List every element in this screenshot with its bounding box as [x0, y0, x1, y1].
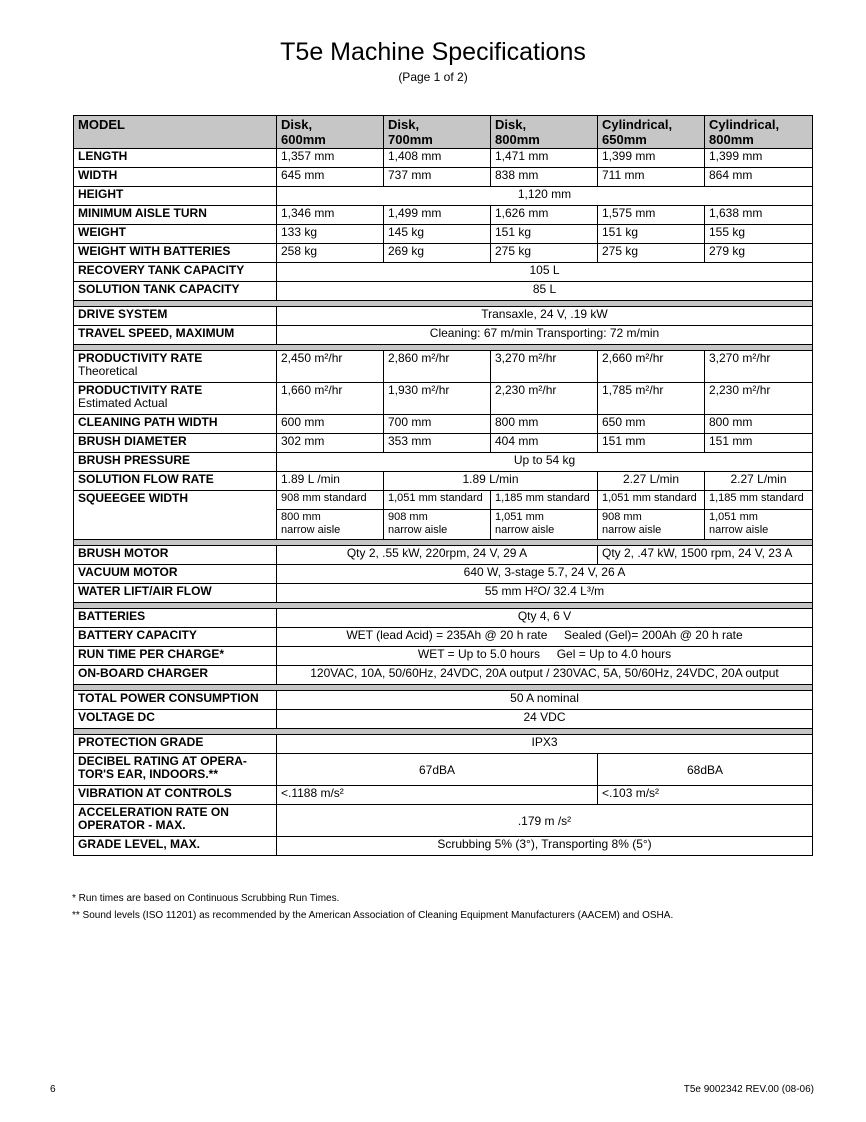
cell: 1,575 mm: [598, 206, 705, 225]
cell: 645 mm: [277, 168, 384, 187]
row-vibration: [74, 786, 813, 805]
cell: 151 mm: [598, 434, 705, 453]
row-label: PROTECTION GRADE: [74, 735, 277, 754]
row-label: BATTERIES: [74, 609, 277, 628]
cell: 151 kg: [491, 225, 598, 244]
row-height: [74, 187, 813, 206]
row-label: VOLTAGE DC: [74, 710, 277, 729]
cell: 1,471 mm: [491, 149, 598, 168]
narrow-mm: 908 mm: [602, 511, 642, 523]
header-line2: 800mm: [709, 132, 754, 147]
narrow-mm: 908 mm: [388, 511, 428, 523]
page-number: 6: [50, 1084, 56, 1095]
cell: 1.89 L /min: [277, 472, 384, 491]
header-line1: Disk,: [495, 117, 527, 132]
cell: 105 L: [277, 263, 813, 282]
row-productivity-actual: [74, 383, 813, 415]
table-header-row: [74, 116, 813, 149]
cell: 3,270 m²/hr: [705, 351, 813, 383]
footnote: ** Sound levels (ISO 11201) as recommended by the American Association of Cleaning Equipment Manufacturers (AACEM) and OSHA.: [72, 910, 674, 921]
cell: 1,499 mm: [384, 206, 491, 225]
cell: WET = Up to 5.0 hours Gel = Up to 4.0 hours: [277, 647, 813, 666]
cell: 1,357 mm: [277, 149, 384, 168]
cell: 404 mm: [491, 434, 598, 453]
page-subtitle: (Page 1 of 2): [398, 70, 468, 84]
row-brush-pressure: [74, 453, 813, 472]
cell: 2,860 m²/hr: [384, 351, 491, 383]
row-label: [74, 383, 277, 415]
row-label: [74, 805, 277, 837]
spec-table: [73, 115, 813, 856]
row-acceleration: [74, 805, 813, 837]
label-sub: Estimated Actual: [78, 396, 168, 410]
cell: 650 mm: [598, 415, 705, 434]
cell: 2,660 m²/hr: [598, 351, 705, 383]
row-decibel: [74, 754, 813, 786]
cell: .179 m /s²: [277, 805, 813, 837]
cell: 640 W, 3-stage 5.7, 24 V, 26 A: [277, 565, 813, 584]
row-drive-system: [74, 307, 813, 326]
row-label: TRAVEL SPEED, MAXIMUM: [74, 326, 277, 345]
cell: 133 kg: [277, 225, 384, 244]
cell: 302 mm: [277, 434, 384, 453]
cell: [491, 510, 598, 540]
row-width: [74, 168, 813, 187]
cell: 1,399 mm: [705, 149, 813, 168]
cell: <.103 m/s²: [598, 786, 813, 805]
cell: 67dBA: [277, 754, 598, 786]
row-label: RUN TIME PER CHARGE*: [74, 647, 277, 666]
cell: 800 mm: [491, 415, 598, 434]
row-run-time: [74, 647, 813, 666]
cell: 50 A nominal: [277, 691, 813, 710]
header-col: [598, 116, 705, 149]
row-label: CLEANING PATH WIDTH: [74, 415, 277, 434]
cell: 155 kg: [705, 225, 813, 244]
row-recovery-tank: [74, 263, 813, 282]
cell: 737 mm: [384, 168, 491, 187]
cell: 55 mm H²O/ 32.4 L³/m: [277, 584, 813, 603]
row-vacuum-motor: [74, 565, 813, 584]
cell: <.1188 m/s²: [277, 786, 598, 805]
label-line2: TOR'S EAR, INDOORS.**: [78, 767, 218, 781]
label-line2: OPERATOR - MAX.: [78, 818, 186, 832]
cell: 2,450 m²/hr: [277, 351, 384, 383]
cell: Qty 2, .47 kW, 1500 rpm, 24 V, 23 A: [598, 546, 813, 565]
cell: 145 kg: [384, 225, 491, 244]
row-batteries: [74, 609, 813, 628]
cell: Scrubbing 5% (3°), Transporting 8% (5°): [277, 837, 813, 856]
cell: 1,185 mm standard: [491, 491, 598, 510]
cell: Up to 54 kg: [277, 453, 813, 472]
row-length: [74, 149, 813, 168]
cell: 1.89 L/min: [384, 472, 598, 491]
cell: 1,346 mm: [277, 206, 384, 225]
cell: 908 mm standard: [277, 491, 384, 510]
cell: [277, 510, 384, 540]
header-line2: 700mm: [388, 132, 433, 147]
row-label: BATTERY CAPACITY: [74, 628, 277, 647]
row-aisle-turn: [74, 206, 813, 225]
cell: 2,230 m²/hr: [491, 383, 598, 415]
cell: 1,930 m²/hr: [384, 383, 491, 415]
cell: 838 mm: [491, 168, 598, 187]
cell: 800 mm: [705, 415, 813, 434]
row-voltage: [74, 710, 813, 729]
cell: 1,638 mm: [705, 206, 813, 225]
row-label: LENGTH: [74, 149, 277, 168]
cell: 864 mm: [705, 168, 813, 187]
row-label: SOLUTION FLOW RATE: [74, 472, 277, 491]
label-sub: Theoretical: [78, 364, 138, 378]
row-label: SOLUTION TANK CAPACITY: [74, 282, 277, 301]
narrow-mm: 800 mm: [281, 511, 321, 523]
document-number: T5e 9002342 REV.00 (08-06): [683, 1084, 814, 1095]
row-label: BRUSH DIAMETER: [74, 434, 277, 453]
row-label: RECOVERY TANK CAPACITY: [74, 263, 277, 282]
cell: 151 kg: [598, 225, 705, 244]
cell: 269 kg: [384, 244, 491, 263]
row-label: BRUSH MOTOR: [74, 546, 277, 565]
cell: 258 kg: [277, 244, 384, 263]
row-label: GRADE LEVEL, MAX.: [74, 837, 277, 856]
cell: 1,785 m²/hr: [598, 383, 705, 415]
header-line2: 600mm: [281, 132, 326, 147]
header-col: [491, 116, 598, 149]
row-travel-speed: [74, 326, 813, 345]
row-productivity-theoretical: [74, 351, 813, 383]
footnote: * Run times are based on Continuous Scrubbing Run Times.: [72, 893, 340, 904]
header-line2: 650mm: [602, 132, 647, 147]
row-water-lift: [74, 584, 813, 603]
row-label: SQUEEGEE WIDTH: [74, 491, 277, 540]
row-solution-tank: [74, 282, 813, 301]
narrow-label: narrow aisle: [602, 524, 662, 536]
row-grade-level: [74, 837, 813, 856]
cell: 1,185 mm standard: [705, 491, 813, 510]
cell: 711 mm: [598, 168, 705, 187]
cell: 1,051 mm standard: [384, 491, 491, 510]
narrow-label: narrow aisle: [495, 524, 555, 536]
row-flow-rate: [74, 472, 813, 491]
row-label: [74, 754, 277, 786]
row-protection: [74, 735, 813, 754]
header-col: [384, 116, 491, 149]
label-main: PRODUCTIVITY RATE: [78, 383, 203, 397]
cell: [705, 510, 813, 540]
row-brush-diameter: [74, 434, 813, 453]
row-power: [74, 691, 813, 710]
label-main: PRODUCTIVITY RATE: [78, 351, 203, 365]
cell: 1,399 mm: [598, 149, 705, 168]
row-squeegee-standard: [74, 491, 813, 510]
narrow-label: narrow aisle: [709, 524, 769, 536]
header-model: MODEL: [74, 116, 277, 149]
header-line1: Disk,: [388, 117, 420, 132]
header-col: [277, 116, 384, 149]
cell: 120VAC, 10A, 50/60Hz, 24VDC, 20A output / 230VAC, 5A, 50/60Hz, 24VDC, 20A output: [277, 666, 813, 685]
row-path-width: [74, 415, 813, 434]
row-label: MINIMUM AISLE TURN: [74, 206, 277, 225]
cell: [598, 510, 705, 540]
header-line1: Cylindrical,: [709, 117, 780, 132]
cell: 1,120 mm: [277, 187, 813, 206]
label-line1: ACCELERATION RATE ON: [78, 805, 229, 819]
page-title: T5e Machine Specifications: [280, 38, 586, 66]
row-brush-motor: [74, 546, 813, 565]
cell: 1,626 mm: [491, 206, 598, 225]
cell: 353 mm: [384, 434, 491, 453]
header-line1: Disk,: [281, 117, 313, 132]
row-label: WIDTH: [74, 168, 277, 187]
row-label: DRIVE SYSTEM: [74, 307, 277, 326]
header-line1: Cylindrical,: [602, 117, 673, 132]
cell: 279 kg: [705, 244, 813, 263]
row-battery-capacity: [74, 628, 813, 647]
cell: IPX3: [277, 735, 813, 754]
label-line1: DECIBEL RATING AT OPERA-: [78, 754, 247, 768]
row-label: WATER LIFT/AIR FLOW: [74, 584, 277, 603]
cell: 600 mm: [277, 415, 384, 434]
cell: 2,230 m²/hr: [705, 383, 813, 415]
cell: Transaxle, 24 V, .19 kW: [277, 307, 813, 326]
cell: 2.27 L/min: [598, 472, 705, 491]
row-label: ON-BOARD CHARGER: [74, 666, 277, 685]
row-label: [74, 351, 277, 383]
cell: WET (lead Acid) = 235Ah @ 20 h rate Sealed (Gel)= 200Ah @ 20 h rate: [277, 628, 813, 647]
cell: 68dBA: [598, 754, 813, 786]
row-label: VACUUM MOTOR: [74, 565, 277, 584]
row-label: VIBRATION AT CONTROLS: [74, 786, 277, 805]
header-col: [705, 116, 813, 149]
row-weight-batteries: [74, 244, 813, 263]
cell: 3,270 m²/hr: [491, 351, 598, 383]
cell: 85 L: [277, 282, 813, 301]
cell: 700 mm: [384, 415, 491, 434]
row-label: WEIGHT: [74, 225, 277, 244]
narrow-label: narrow aisle: [388, 524, 448, 536]
row-label: HEIGHT: [74, 187, 277, 206]
row-label: BRUSH PRESSURE: [74, 453, 277, 472]
header-line2: 800mm: [495, 132, 540, 147]
cell: 1,408 mm: [384, 149, 491, 168]
cell: 1,660 m²/hr: [277, 383, 384, 415]
cell: Qty 2, .55 kW, 220rpm, 24 V, 29 A: [277, 546, 598, 565]
narrow-mm: 1,051 mm: [709, 511, 758, 523]
row-charger: [74, 666, 813, 685]
cell: 2.27 L/min: [705, 472, 813, 491]
narrow-label: narrow aisle: [281, 524, 341, 536]
cell: 275 kg: [491, 244, 598, 263]
row-label: TOTAL POWER CONSUMPTION: [74, 691, 277, 710]
cell: 151 mm: [705, 434, 813, 453]
cell: 24 VDC: [277, 710, 813, 729]
narrow-mm: 1,051 mm: [495, 511, 544, 523]
cell: Cleaning: 67 m/min Transporting: 72 m/min: [277, 326, 813, 345]
cell: [384, 510, 491, 540]
row-weight: [74, 225, 813, 244]
cell: 275 kg: [598, 244, 705, 263]
cell: 1,051 mm standard: [598, 491, 705, 510]
cell: Qty 4, 6 V: [277, 609, 813, 628]
row-label: WEIGHT WITH BATTERIES: [74, 244, 277, 263]
